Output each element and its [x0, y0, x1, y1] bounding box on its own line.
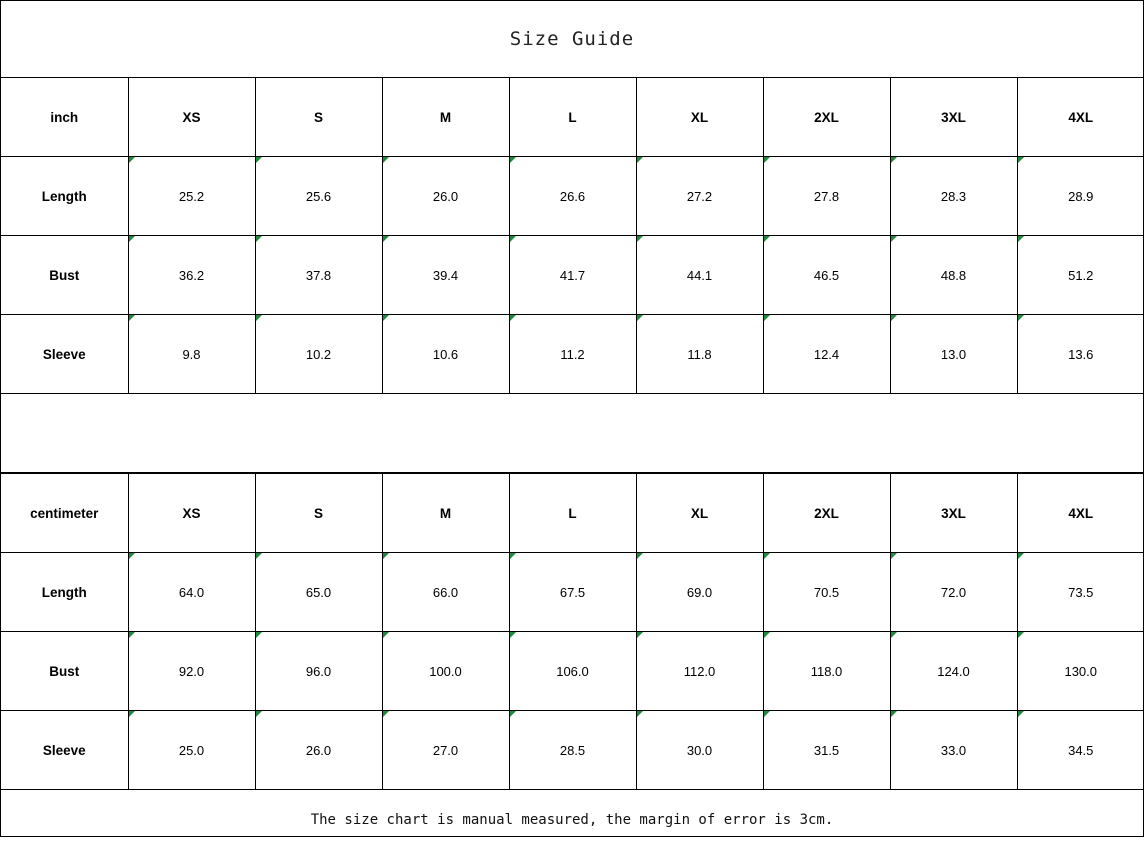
cell-value: 100.0 — [429, 663, 462, 679]
column-header-2xl: 2XL — [763, 474, 890, 553]
cell-inch-length-xl — [636, 157, 763, 236]
cell-cm-bust-xs — [128, 632, 255, 711]
cell-value: 72.0 — [940, 584, 967, 600]
corner-marker-icon — [256, 157, 262, 163]
cell-cm-sleeve-2xl — [763, 711, 890, 790]
cell-value: 69.0 — [686, 584, 713, 600]
cell-inch-length-m — [382, 157, 509, 236]
corner-marker-icon — [383, 157, 389, 163]
cell-cm-length-m — [382, 553, 509, 632]
row-label-bust: Bust — [1, 632, 128, 711]
cell-value: 26.0 — [305, 742, 332, 758]
cell-cm-bust-2xl — [763, 632, 890, 711]
cell-inch-bust-xl — [636, 236, 763, 315]
corner-marker-icon — [129, 553, 135, 559]
corner-marker-icon — [891, 632, 897, 638]
cell-inch-length-l — [509, 157, 636, 236]
inch-table-block — [1, 77, 1143, 473]
cell-value: 28.9 — [1068, 188, 1094, 204]
row-label-length: Length — [1, 157, 128, 236]
column-header-m: M — [382, 474, 509, 553]
column-header-3xl: 3XL — [890, 78, 1017, 157]
cell-inch-sleeve-m — [382, 315, 509, 394]
cell-inch-sleeve-s — [255, 315, 382, 394]
corner-marker-icon — [1018, 315, 1024, 321]
cell-cm-bust-xl — [636, 632, 763, 711]
page-title: Size Guide — [509, 28, 635, 50]
cell-value: 64.0 — [178, 584, 205, 600]
cell-cm-bust-s — [255, 632, 382, 711]
corner-marker-icon — [510, 236, 516, 242]
cell-value: 11.8 — [687, 346, 712, 362]
cell-cm-length-2xl — [763, 553, 890, 632]
cell-inch-sleeve-xs — [128, 315, 255, 394]
corner-marker-icon — [256, 553, 262, 559]
cell-value: 41.7 — [559, 267, 586, 283]
row-label-sleeve: Sleeve — [1, 711, 128, 790]
cell-cm-sleeve-xl — [636, 711, 763, 790]
column-header-m: M — [382, 78, 509, 157]
corner-marker-icon — [510, 553, 516, 559]
cell-value: 31.5 — [813, 742, 840, 758]
cell-value: 39.4 — [432, 267, 459, 283]
cell-value: 96.0 — [305, 663, 332, 679]
cell-value: 26.6 — [559, 188, 586, 204]
column-header-xs: XS — [128, 78, 255, 157]
column-header-4xl: 4XL — [1017, 474, 1144, 553]
corner-marker-icon — [764, 315, 770, 321]
cell-value: 13.6 — [1068, 346, 1094, 362]
corner-marker-icon — [256, 632, 262, 638]
cell-inch-length-s — [255, 157, 382, 236]
cell-cm-length-xl — [636, 553, 763, 632]
cell-cm-sleeve-s — [255, 711, 382, 790]
corner-marker-icon — [256, 711, 262, 717]
cell-cm-sleeve-m — [382, 711, 509, 790]
corner-marker-icon — [510, 632, 516, 638]
cell-inch-bust-l — [509, 236, 636, 315]
corner-marker-icon — [256, 236, 262, 242]
corner-marker-icon — [1018, 711, 1024, 717]
corner-marker-icon — [383, 236, 389, 242]
column-header-s: S — [255, 78, 382, 157]
cell-value: 37.8 — [305, 267, 332, 283]
inch-size-table — [1, 77, 1144, 473]
cell-value: 33.0 — [940, 742, 967, 758]
cell-value: 9.8 — [182, 346, 201, 362]
corner-marker-icon — [510, 157, 516, 163]
cell-inch-length-4xl — [1017, 157, 1144, 236]
cell-cm-bust-3xl — [890, 632, 1017, 711]
cell-inch-sleeve-l — [509, 315, 636, 394]
table-row — [1, 157, 1144, 236]
cell-cm-sleeve-4xl — [1017, 711, 1144, 790]
cell-value: 48.8 — [940, 267, 967, 283]
column-header-xs: XS — [128, 474, 255, 553]
cell-value: 51.2 — [1068, 267, 1094, 283]
cell-value: 25.6 — [305, 188, 332, 204]
corner-marker-icon — [764, 553, 770, 559]
corner-marker-icon — [1018, 553, 1024, 559]
cell-value: 34.5 — [1068, 742, 1094, 758]
cell-value: 118.0 — [810, 663, 843, 679]
corner-marker-icon — [891, 553, 897, 559]
corner-marker-icon — [637, 711, 643, 717]
cell-value: 36.2 — [178, 267, 205, 283]
cell-value: 124.0 — [937, 663, 970, 679]
cell-value: 25.2 — [178, 188, 205, 204]
cell-value: 92.0 — [178, 663, 205, 679]
cell-value: 28.3 — [940, 188, 967, 204]
corner-marker-icon — [1018, 632, 1024, 638]
cell-value: 28.5 — [559, 742, 586, 758]
corner-marker-icon — [383, 632, 389, 638]
cell-inch-bust-4xl — [1017, 236, 1144, 315]
cell-cm-length-xs — [128, 553, 255, 632]
table-header-row — [1, 474, 1144, 553]
table-row — [1, 711, 1144, 790]
cell-value: 27.2 — [686, 188, 713, 204]
unit-label-inch: inch — [1, 78, 128, 157]
cell-inch-sleeve-4xl — [1017, 315, 1144, 394]
cell-value: 46.5 — [813, 267, 840, 283]
cell-value: 112.0 — [683, 663, 716, 679]
column-header-l: L — [509, 78, 636, 157]
corner-marker-icon — [764, 632, 770, 638]
cell-value: 27.0 — [432, 742, 459, 758]
corner-marker-icon — [383, 711, 389, 717]
cell-value: 10.2 — [305, 346, 332, 362]
table-row — [1, 236, 1144, 315]
column-header-xl: XL — [636, 78, 763, 157]
cell-inch-sleeve-xl — [636, 315, 763, 394]
cell-value: 11.2 — [560, 346, 585, 362]
corner-marker-icon — [637, 236, 643, 242]
cell-value: 67.5 — [559, 584, 586, 600]
cell-cm-bust-4xl — [1017, 632, 1144, 711]
corner-marker-icon — [383, 553, 389, 559]
cell-inch-length-2xl — [763, 157, 890, 236]
corner-marker-icon — [764, 711, 770, 717]
table-row — [1, 315, 1144, 394]
table-header-row — [1, 78, 1144, 157]
column-header-4xl: 4XL — [1017, 78, 1144, 157]
cell-inch-length-xs — [128, 157, 255, 236]
column-header-s: S — [255, 474, 382, 553]
cell-value: 30.0 — [686, 742, 713, 758]
column-header-xl: XL — [636, 474, 763, 553]
table-row — [1, 553, 1144, 632]
corner-marker-icon — [891, 711, 897, 717]
cell-value: 66.0 — [432, 584, 459, 600]
corner-marker-icon — [891, 315, 897, 321]
corner-marker-icon — [1018, 157, 1024, 163]
cell-value: 130.0 — [1064, 663, 1098, 679]
cell-value: 27.8 — [813, 188, 840, 204]
corner-marker-icon — [637, 315, 643, 321]
cell-cm-length-s — [255, 553, 382, 632]
corner-marker-icon — [764, 236, 770, 242]
cell-value: 25.0 — [178, 742, 205, 758]
corner-marker-icon — [891, 236, 897, 242]
row-label-length: Length — [1, 553, 128, 632]
corner-marker-icon — [129, 711, 135, 717]
corner-marker-icon — [256, 315, 262, 321]
corner-marker-icon — [637, 632, 643, 638]
cell-inch-bust-s — [255, 236, 382, 315]
table-row — [1, 632, 1144, 711]
cell-value: 26.0 — [432, 188, 459, 204]
cell-cm-bust-l — [509, 632, 636, 711]
cell-inch-bust-xs — [128, 236, 255, 315]
corner-marker-icon — [129, 236, 135, 242]
cell-cm-sleeve-3xl — [890, 711, 1017, 790]
cell-cm-sleeve-l — [509, 711, 636, 790]
centimeter-table-block — [1, 473, 1143, 790]
spacer-cell — [1, 394, 1144, 473]
corner-marker-icon — [1018, 236, 1024, 242]
cell-cm-length-3xl — [890, 553, 1017, 632]
cell-inch-sleeve-3xl — [890, 315, 1017, 394]
footer-note: The size chart is manual measured, the margin of error is 3cm. — [310, 812, 834, 828]
cell-inch-bust-m — [382, 236, 509, 315]
cell-value: 73.5 — [1068, 584, 1094, 600]
corner-marker-icon — [510, 315, 516, 321]
column-header-3xl: 3XL — [890, 474, 1017, 553]
cell-inch-bust-3xl — [890, 236, 1017, 315]
cell-value: 65.0 — [305, 584, 332, 600]
corner-marker-icon — [129, 157, 135, 163]
cell-cm-length-4xl — [1017, 553, 1144, 632]
corner-marker-icon — [891, 157, 897, 163]
cell-inch-length-3xl — [890, 157, 1017, 236]
row-label-sleeve: Sleeve — [1, 315, 128, 394]
cell-value: 44.1 — [686, 267, 713, 283]
corner-marker-icon — [129, 632, 135, 638]
cell-value: 10.6 — [432, 346, 459, 362]
cell-cm-bust-m — [382, 632, 509, 711]
corner-marker-icon — [637, 157, 643, 163]
column-header-2xl: 2XL — [763, 78, 890, 157]
column-header-l: L — [509, 474, 636, 553]
corner-marker-icon — [764, 157, 770, 163]
row-label-bust: Bust — [1, 236, 128, 315]
centimeter-size-table — [1, 473, 1144, 790]
cell-cm-length-l — [509, 553, 636, 632]
cell-inch-bust-2xl — [763, 236, 890, 315]
cell-value: 106.0 — [556, 663, 589, 679]
corner-marker-icon — [510, 711, 516, 717]
corner-marker-icon — [129, 315, 135, 321]
corner-marker-icon — [383, 315, 389, 321]
cell-cm-sleeve-xs — [128, 711, 255, 790]
corner-marker-icon — [637, 553, 643, 559]
cell-inch-sleeve-2xl — [763, 315, 890, 394]
cell-value: 12.4 — [813, 346, 840, 362]
unit-label-centimeter: centimeter — [1, 474, 128, 553]
cell-value: 13.0 — [940, 346, 967, 362]
table-spacer-row — [1, 394, 1144, 473]
cell-value: 70.5 — [813, 584, 840, 600]
